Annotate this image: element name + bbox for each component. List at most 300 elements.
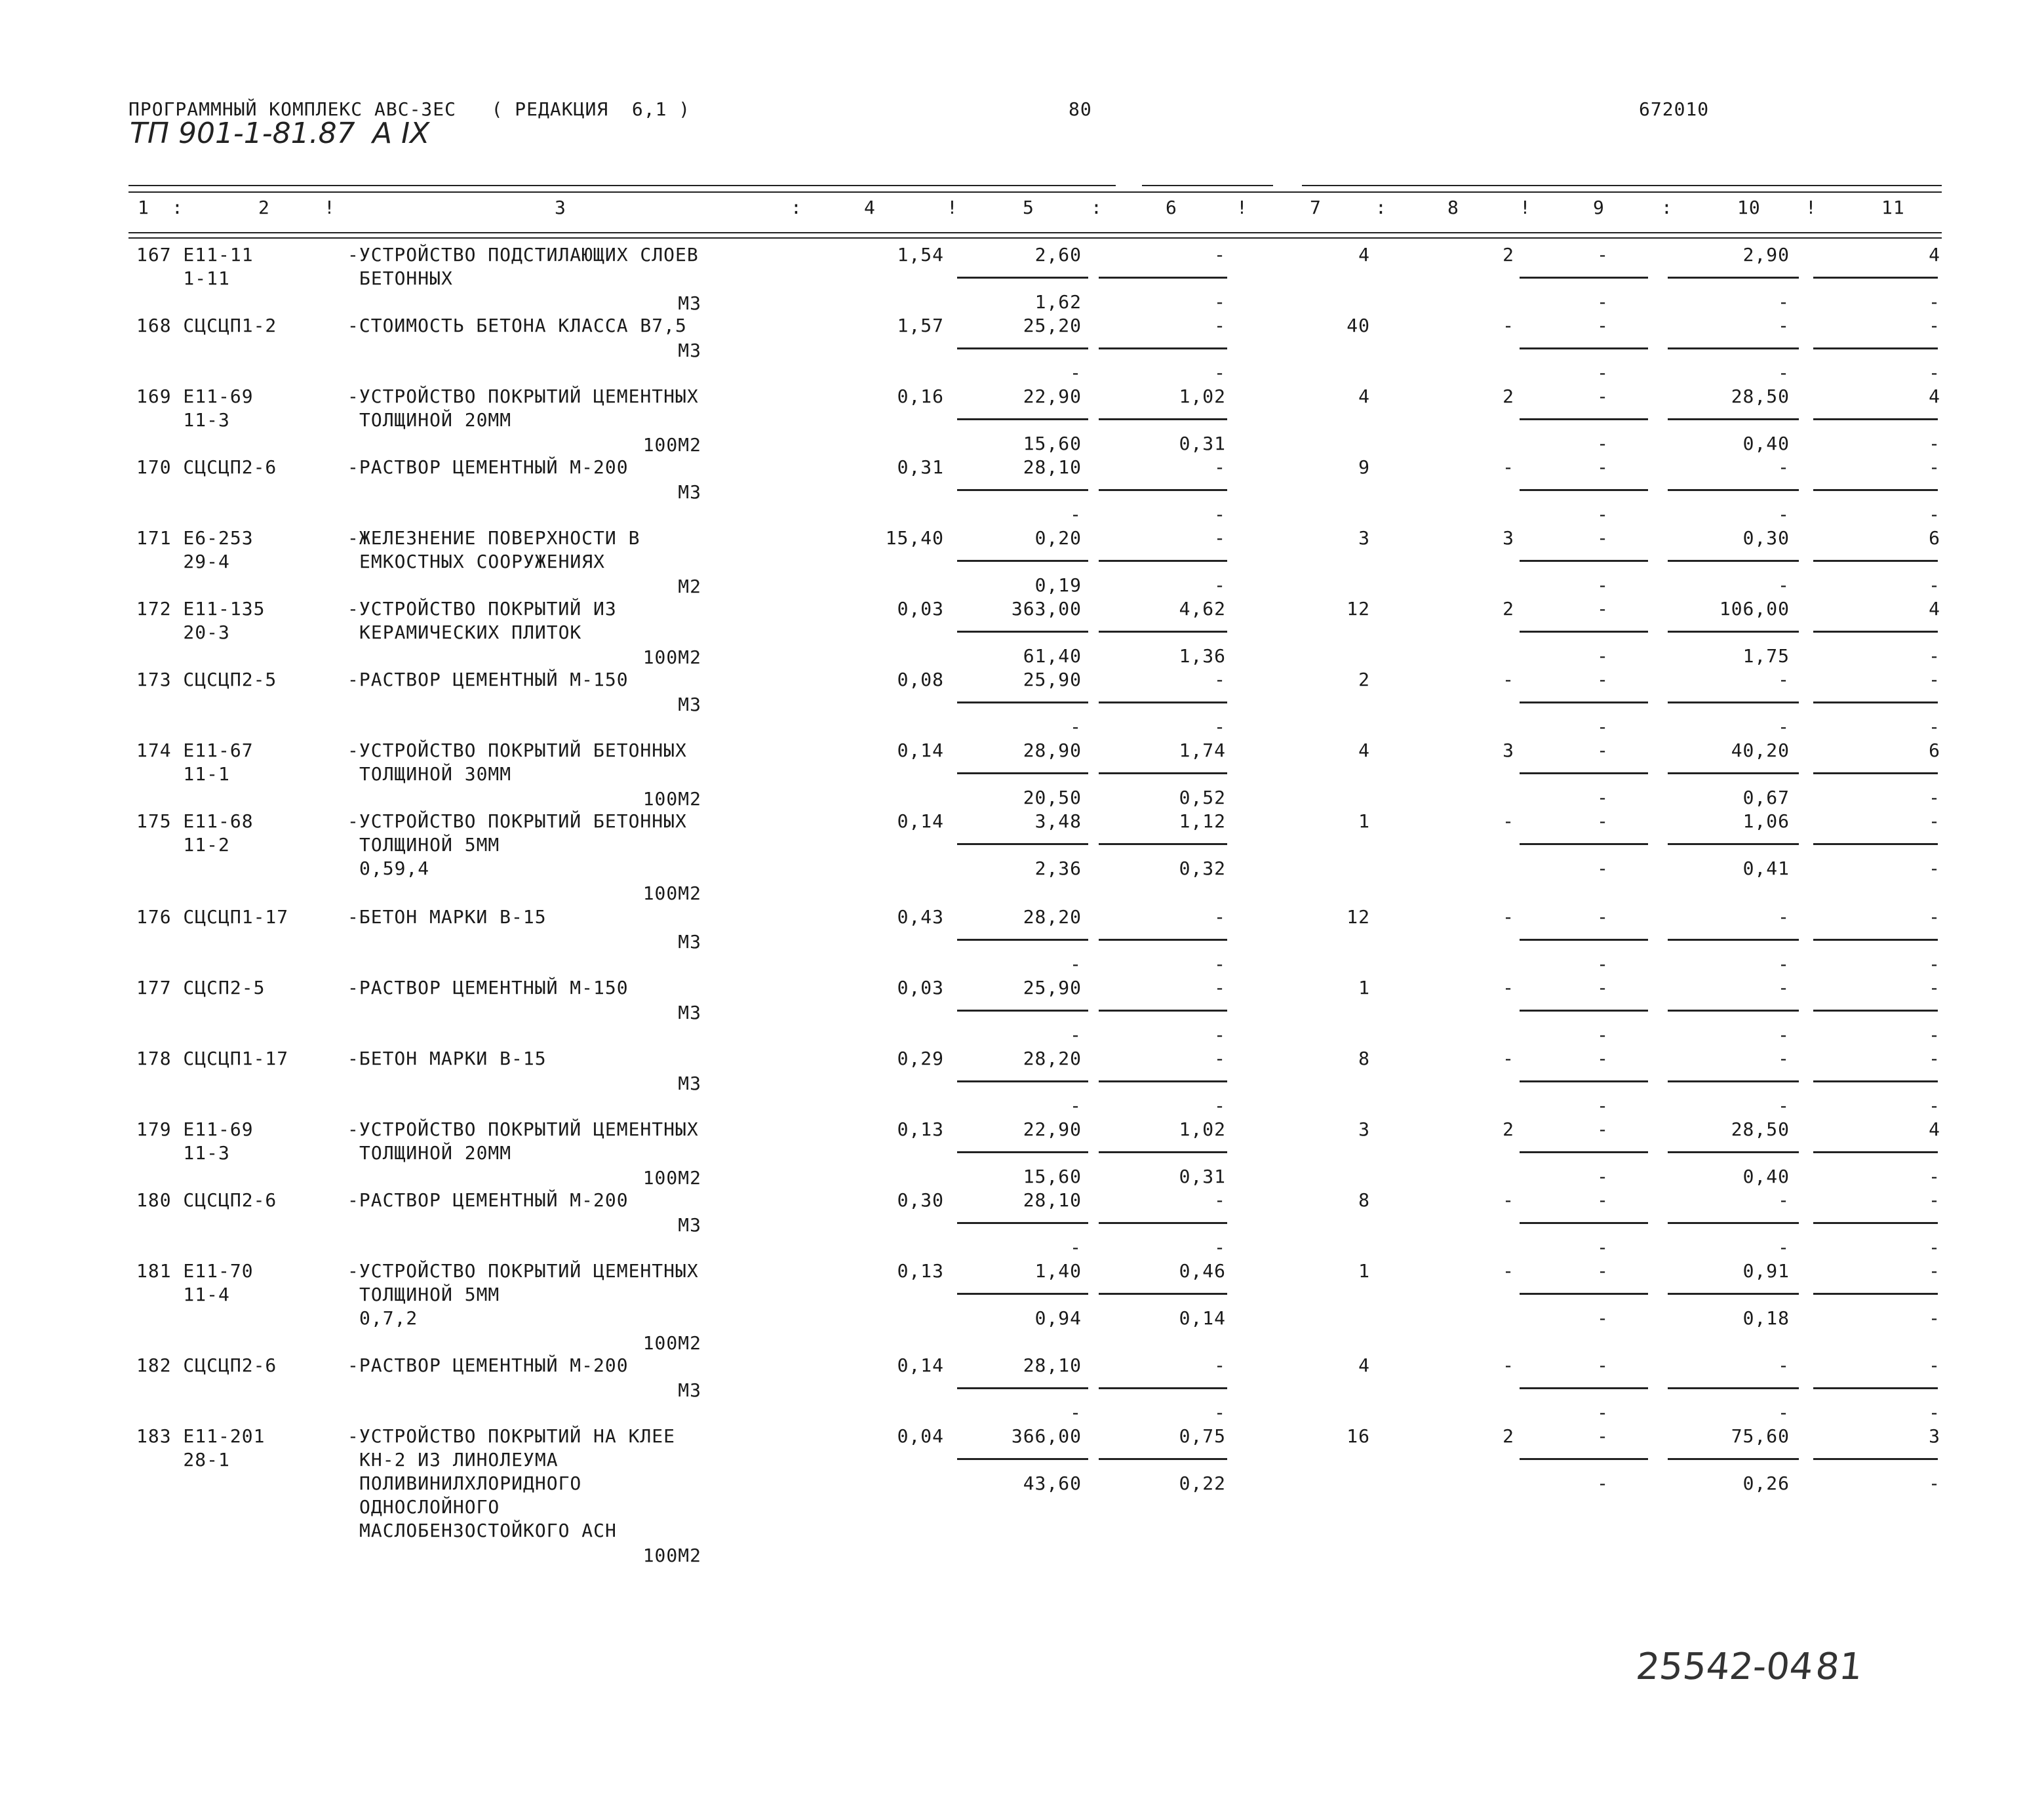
cell-col10: -: [1778, 977, 1790, 998]
cell-col11: -: [1929, 1189, 1940, 1211]
cell-col9: -: [1597, 1189, 1609, 1211]
cell-rule: [1668, 489, 1799, 491]
cell-rule: [957, 772, 1088, 774]
cell-col11-sub: -: [1929, 787, 1940, 808]
cell-col6-sub: -: [1214, 1095, 1226, 1116]
cell-col10: 0,30: [1742, 527, 1790, 549]
cell-col11: -: [1929, 315, 1940, 336]
row-description-line: ТОЛЩИНОЙ 20ММ: [359, 1142, 512, 1164]
cell-col8: -: [1503, 315, 1514, 336]
cell-rule: [957, 939, 1088, 941]
cell-col6-sub: -: [1214, 291, 1226, 313]
cell-col6: -: [1214, 906, 1226, 928]
cell-rule: [1099, 1458, 1227, 1460]
row-unit: 100М2: [642, 434, 701, 456]
cell-rule: [957, 418, 1088, 420]
row-code: 170 СЦСЦП2-6: [136, 456, 277, 478]
cell-col5: 22,90: [1023, 1118, 1082, 1140]
row-code-sub: 29-4: [136, 551, 230, 572]
cell-col6: 1,12: [1179, 810, 1226, 832]
row-description-line: ЕМКОСТНЫХ СООРУЖЕНИЯХ: [359, 551, 606, 572]
cell-rule: [1813, 1458, 1938, 1460]
cell-rule: [1520, 1222, 1648, 1224]
cell-rule: [957, 560, 1088, 562]
cell-col10-sub: 0,41: [1742, 858, 1790, 879]
column-header-7: 7: [1310, 197, 1322, 218]
row-description: -УСТРОЙСТВО ПОКРЫТИЙ ЦЕМЕНТНЫХ: [347, 385, 699, 407]
cell-col7: 4: [1358, 244, 1370, 266]
cell-col8: -: [1503, 810, 1514, 832]
cell-col5-sub: -: [1070, 504, 1082, 525]
cell-col9: -: [1597, 527, 1609, 549]
project-number: ТП 901-1-81.87: [130, 117, 355, 150]
column-separator: !: [1236, 197, 1248, 218]
cell-col5-sub: 15,60: [1023, 1166, 1082, 1187]
cell-col9: -: [1597, 456, 1609, 478]
cell-rule: [1099, 1222, 1227, 1224]
row-description: -РАСТВОР ЦЕМЕНТНЫЙ М-200: [347, 1354, 629, 1376]
header-rule-bottom2: [128, 237, 1942, 239]
cell-rule: [1520, 277, 1648, 279]
row-code: 180 СЦСЦП2-6: [136, 1189, 277, 1211]
row-description-line: ОДНОСЛОЙНОГО: [359, 1496, 500, 1518]
header-rule-top2: [128, 191, 1942, 193]
row-unit: 100М2: [642, 1332, 701, 1354]
cell-col5-sub: 61,40: [1023, 645, 1082, 667]
cell-col9: -: [1597, 315, 1609, 336]
cell-rule: [957, 347, 1088, 349]
cell-col7: 4: [1358, 740, 1370, 761]
row-unit: М3: [678, 1214, 701, 1236]
cell-col5: 363,00: [1011, 598, 1082, 620]
cell-col10: 2,90: [1742, 244, 1790, 266]
cell-col5: 28,20: [1023, 906, 1082, 928]
cell-rule: [1099, 701, 1227, 703]
column-header-2: 2: [258, 197, 270, 218]
cell-col9-sub: -: [1597, 787, 1609, 808]
row-code: 167 Е11-11: [136, 244, 254, 266]
cell-col9-sub: -: [1597, 574, 1609, 596]
row-unit: М3: [678, 481, 701, 503]
cell-rule: [1520, 347, 1648, 349]
cell-rule: [1668, 1010, 1799, 1012]
cell-rule: [1520, 631, 1648, 633]
row-unit: 100М2: [642, 646, 701, 668]
cell-rule: [1813, 1387, 1938, 1389]
row-description: -РАСТВОР ЦЕМЕНТНЫЙ М-150: [347, 669, 629, 690]
cell-col10-sub: 0,67: [1742, 787, 1790, 808]
row-description-line: 0,59,4: [359, 858, 430, 879]
column-header-8: 8: [1447, 197, 1459, 218]
sheet-number: 81: [1813, 1646, 1865, 1688]
cell-col6-sub: 0,52: [1179, 787, 1226, 808]
cell-col6: -: [1214, 669, 1226, 690]
cell-col11-sub: -: [1929, 1236, 1940, 1258]
cell-col10-sub: -: [1778, 362, 1790, 384]
cell-col7: 9: [1358, 456, 1370, 478]
column-separator: !: [947, 197, 958, 218]
column-separator: :: [1091, 197, 1103, 218]
cell-col7: 2: [1358, 669, 1370, 690]
cell-col10-sub: -: [1778, 291, 1790, 313]
cell-rule: [1099, 631, 1227, 633]
cell-col4: 0,03: [897, 977, 944, 998]
cell-rule: [1813, 939, 1938, 941]
cell-col9: -: [1597, 1118, 1609, 1140]
row-description: -УСТРОЙСТВО ПОКРЫТИЙ ИЗ: [347, 598, 617, 620]
cell-col8: -: [1503, 1260, 1514, 1282]
cell-rule: [1099, 772, 1227, 774]
cell-col10-sub: 1,75: [1742, 645, 1790, 667]
cell-col11: 4: [1929, 1118, 1940, 1140]
row-description: -УСТРОЙСТВО ПОКРЫТИЙ БЕТОННЫХ: [347, 740, 687, 761]
row-description: -УСТРОЙСТВО ПОДСТИЛАЮЩИХ СЛОЕВ: [347, 244, 699, 266]
cell-col8: 2: [1503, 1118, 1514, 1140]
row-description-line: БЕТОННЫХ: [359, 267, 453, 289]
cell-col5: 366,00: [1011, 1425, 1082, 1447]
row-description-line: КЕРАМИЧЕСКИХ ПЛИТОК: [359, 622, 582, 643]
cell-col10-sub: -: [1778, 716, 1790, 738]
cell-col11-sub: -: [1929, 858, 1940, 879]
cell-col9-sub: -: [1597, 858, 1609, 879]
cell-col5: 28,10: [1023, 1189, 1082, 1211]
cell-col8: -: [1503, 1354, 1514, 1376]
row-description-line: ПОЛИВИНИЛХЛОРИДНОГО: [359, 1472, 582, 1494]
cell-col4: 0,14: [897, 810, 944, 832]
cell-col5: 28,20: [1023, 1048, 1082, 1069]
row-description-line: МАСЛОБЕНЗОСТОЙКОГО АСН: [359, 1520, 617, 1541]
cell-rule: [957, 1080, 1088, 1082]
program-header: ПРОГРАММНЫЙ КОМПЛЕКС АВС-ЗЕС ( РЕДАКЦИЯ 6,1 ): [128, 98, 691, 120]
cell-rule: [1813, 560, 1938, 562]
cell-col9-sub: -: [1597, 716, 1609, 738]
row-description-line: ТОЛЩИНОЙ 5ММ: [359, 1284, 500, 1305]
cell-rule: [1520, 418, 1648, 420]
cell-rule: [1099, 418, 1227, 420]
row-description: -РАСТВОР ЦЕМЕНТНЫЙ М-200: [347, 456, 629, 478]
cell-rule: [1813, 1222, 1938, 1224]
cell-col9: -: [1597, 385, 1609, 407]
cell-col10: 75,60: [1731, 1425, 1790, 1447]
cell-col5: 2,60: [1034, 244, 1082, 266]
header-rule-top: [1302, 185, 1942, 186]
cell-col6-sub: -: [1214, 1402, 1226, 1423]
column-separator: :: [791, 197, 802, 218]
row-code: 168 СЦСЦП1-2: [136, 315, 277, 336]
cell-rule: [957, 277, 1088, 279]
row-code: 178 СЦСЦП1-17: [136, 1048, 289, 1069]
column-separator: :: [1661, 197, 1673, 218]
row-description-line: ТОЛЩИНОЙ 5ММ: [359, 834, 500, 856]
cell-col8: 2: [1503, 598, 1514, 620]
cell-rule: [1813, 277, 1938, 279]
row-description: -УСТРОЙСТВО ПОКРЫТИЙ НА КЛЕЕ: [347, 1425, 676, 1447]
header-rule-top: [128, 185, 1116, 186]
cell-rule: [1099, 1010, 1227, 1012]
cell-col5-sub: 0,19: [1034, 574, 1082, 596]
row-unit: М2: [678, 576, 701, 597]
column-header-3: 3: [555, 197, 566, 218]
cell-rule: [1813, 1010, 1938, 1012]
cell-rule: [1099, 277, 1227, 279]
cell-rule: [957, 489, 1088, 491]
cell-col5: 0,20: [1034, 527, 1082, 549]
cell-col5: 22,90: [1023, 385, 1082, 407]
row-code: 174 Е11-67: [136, 740, 254, 761]
cell-col6-sub: -: [1214, 362, 1226, 384]
cell-col6: 0,75: [1179, 1425, 1226, 1447]
cell-rule: [1668, 701, 1799, 703]
cell-col11: -: [1929, 1260, 1940, 1282]
cell-rule: [1520, 772, 1648, 774]
column-header-9: 9: [1593, 197, 1605, 218]
cell-rule: [1668, 1080, 1799, 1082]
cell-col10: -: [1778, 315, 1790, 336]
cell-col11-sub: -: [1929, 1402, 1940, 1423]
cell-rule: [1813, 631, 1938, 633]
cell-rule: [1813, 843, 1938, 845]
cell-col10: 1,06: [1742, 810, 1790, 832]
cell-col9-sub: -: [1597, 1472, 1609, 1494]
cell-col6-sub: 0,22: [1179, 1472, 1226, 1494]
cell-col11: 4: [1929, 244, 1940, 266]
cell-col6-sub: -: [1214, 504, 1226, 525]
cell-col5-sub: -: [1070, 1024, 1082, 1046]
cell-col6: -: [1214, 456, 1226, 478]
cell-col10: -: [1778, 906, 1790, 928]
cell-col9-sub: -: [1597, 645, 1609, 667]
cell-col11-sub: -: [1929, 1095, 1940, 1116]
cell-col6: -: [1214, 1189, 1226, 1211]
cell-col10: 0,91: [1742, 1260, 1790, 1282]
row-code: 171 Е6-253: [136, 527, 254, 549]
row-unit: М3: [678, 340, 701, 361]
cell-col6: -: [1214, 977, 1226, 998]
cell-col8: -: [1503, 456, 1514, 478]
cell-col8: -: [1503, 1048, 1514, 1069]
cell-col6: 1,02: [1179, 1118, 1226, 1140]
cell-col5-sub: -: [1070, 716, 1082, 738]
cell-col7: 3: [1358, 527, 1370, 549]
cell-col10: -: [1778, 1354, 1790, 1376]
cell-col10-sub: -: [1778, 1236, 1790, 1258]
cell-col5-sub: 2,36: [1034, 858, 1082, 879]
cell-rule: [957, 1293, 1088, 1295]
album-number: А IX: [372, 117, 430, 150]
cell-rule: [1668, 843, 1799, 845]
cell-col5-sub: 15,60: [1023, 433, 1082, 454]
cell-rule: [1668, 1458, 1799, 1460]
cell-col4: 0,04: [897, 1425, 944, 1447]
cell-col10-sub: -: [1778, 1402, 1790, 1423]
cell-rule: [1099, 1080, 1227, 1082]
row-description-line: ТОЛЩИНОЙ 30ММ: [359, 763, 512, 785]
cell-col11: -: [1929, 456, 1940, 478]
cell-col5: 28,10: [1023, 1354, 1082, 1376]
cell-rule: [1520, 939, 1648, 941]
cell-col11-sub: -: [1929, 1307, 1940, 1329]
cell-col11: -: [1929, 1354, 1940, 1376]
row-description: -ЖЕЛЕЗНЕНИЕ ПОВЕРХНОСТИ В: [347, 527, 640, 549]
cell-col8: 3: [1503, 740, 1514, 761]
cell-col11-sub: -: [1929, 716, 1940, 738]
cell-rule: [1668, 277, 1799, 279]
cell-rule: [1099, 347, 1227, 349]
cell-col4: 0,14: [897, 1354, 944, 1376]
row-description: -БЕТОН МАРКИ В-15: [347, 906, 547, 928]
cell-col6: -: [1214, 527, 1226, 549]
column-separator: :: [1375, 197, 1387, 218]
cell-rule: [1520, 1080, 1648, 1082]
column-separator: !: [1520, 197, 1531, 218]
row-unit: 100М2: [642, 788, 701, 810]
cell-col10-sub: -: [1778, 504, 1790, 525]
cell-col10: 106,00: [1719, 598, 1790, 620]
cell-col9: -: [1597, 810, 1609, 832]
cell-col10-sub: 0,40: [1742, 1166, 1790, 1187]
cell-col7: 4: [1358, 1354, 1370, 1376]
cell-rule: [1668, 347, 1799, 349]
row-code: 176 СЦСЦП1-17: [136, 906, 289, 928]
cell-rule: [1668, 1387, 1799, 1389]
cell-col7: 1: [1358, 977, 1370, 998]
cell-col7: 1: [1358, 1260, 1370, 1282]
row-unit: М3: [678, 1379, 701, 1401]
row-code-sub: 28-1: [136, 1449, 230, 1471]
cell-rule: [957, 1151, 1088, 1153]
row-unit: М3: [678, 1073, 701, 1094]
cell-col9: -: [1597, 1425, 1609, 1447]
cell-rule: [1668, 1293, 1799, 1295]
cell-col6: 0,46: [1179, 1260, 1226, 1282]
cell-col5-sub: 0,94: [1034, 1307, 1082, 1329]
cell-col9: -: [1597, 669, 1609, 690]
cell-rule: [1520, 489, 1648, 491]
cell-col9: -: [1597, 598, 1609, 620]
row-code: 173 СЦСЦП2-5: [136, 669, 277, 690]
cell-col5-sub: -: [1070, 953, 1082, 975]
cell-rule: [1099, 939, 1227, 941]
cell-rule: [1668, 939, 1799, 941]
row-description: -РАСТВОР ЦЕМЕНТНЫЙ М-150: [347, 977, 629, 998]
cell-rule: [1668, 772, 1799, 774]
cell-col5: 25,90: [1023, 977, 1082, 998]
cell-rule: [1813, 1293, 1938, 1295]
cell-col11: 4: [1929, 598, 1940, 620]
column-separator: !: [1805, 197, 1817, 218]
row-description-line: 0,7,2: [359, 1307, 418, 1329]
cell-col5-sub: -: [1070, 1095, 1082, 1116]
column-header-6: 6: [1166, 197, 1177, 218]
cell-col11-sub: -: [1929, 1166, 1940, 1187]
cell-col5-sub: 20,50: [1023, 787, 1082, 808]
cell-col10-sub: 0,26: [1742, 1472, 1790, 1494]
cell-col9-sub: -: [1597, 362, 1609, 384]
cell-col7: 3: [1358, 1118, 1370, 1140]
cell-col9: -: [1597, 740, 1609, 761]
cell-rule: [1668, 631, 1799, 633]
cell-col7: 12: [1346, 598, 1370, 620]
row-code-sub: 1-11: [136, 267, 230, 289]
row-code-sub: 20-3: [136, 622, 230, 643]
row-code: 183 Е11-201: [136, 1425, 265, 1447]
cell-col10: -: [1778, 1189, 1790, 1211]
cell-col8: -: [1503, 906, 1514, 928]
cell-col6: 1,02: [1179, 385, 1226, 407]
cell-col5-sub: -: [1070, 362, 1082, 384]
cell-col4: 1,54: [897, 244, 944, 266]
cell-col10-sub: -: [1778, 574, 1790, 596]
cell-col11: -: [1929, 669, 1940, 690]
cell-col11-sub: -: [1929, 291, 1940, 313]
cell-col11: -: [1929, 906, 1940, 928]
cell-col6-sub: -: [1214, 953, 1226, 975]
cell-col8: -: [1503, 977, 1514, 998]
row-unit: М3: [678, 931, 701, 953]
cell-col5: 25,90: [1023, 669, 1082, 690]
cell-col10: -: [1778, 669, 1790, 690]
cell-col5: 25,20: [1023, 315, 1082, 336]
row-unit: 100М2: [642, 1167, 701, 1189]
cell-col11-sub: -: [1929, 953, 1940, 975]
header-rule-bottom: [128, 232, 1942, 233]
cell-col4: 0,16: [897, 385, 944, 407]
cell-rule: [1813, 772, 1938, 774]
cell-col9-sub: -: [1597, 504, 1609, 525]
cell-rule: [1520, 1151, 1648, 1153]
cell-rule: [1668, 1222, 1799, 1224]
row-code-sub: 11-3: [136, 1142, 230, 1164]
cell-col5: 3,48: [1034, 810, 1082, 832]
cell-col7: 1: [1358, 810, 1370, 832]
cell-rule: [1520, 1387, 1648, 1389]
cell-col4: 0,31: [897, 456, 944, 478]
row-description: -БЕТОН МАРКИ В-15: [347, 1048, 547, 1069]
cell-rule: [1668, 560, 1799, 562]
cell-col8: 2: [1503, 385, 1514, 407]
cell-rule: [957, 843, 1088, 845]
cell-rule: [1668, 418, 1799, 420]
cell-col4: 1,57: [897, 315, 944, 336]
cell-col9-sub: -: [1597, 1024, 1609, 1046]
cell-col9: -: [1597, 977, 1609, 998]
row-code: 175 Е11-68: [136, 810, 254, 832]
cell-col4: 0,30: [897, 1189, 944, 1211]
cell-col5-sub: -: [1070, 1402, 1082, 1423]
cell-col8: 2: [1503, 1425, 1514, 1447]
cell-col7: 40: [1346, 315, 1370, 336]
stamp-number: 25542-04: [1634, 1646, 1816, 1688]
cell-col4: 0,14: [897, 740, 944, 761]
cell-col6: -: [1214, 244, 1226, 266]
cell-col9-sub: -: [1597, 1402, 1609, 1423]
row-unit: 100М2: [642, 1545, 701, 1566]
cell-rule: [1520, 1458, 1648, 1460]
cell-rule: [1520, 701, 1648, 703]
cell-rule: [1520, 1293, 1648, 1295]
cell-col9: -: [1597, 1260, 1609, 1282]
row-unit: М3: [678, 694, 701, 715]
cell-col5: 28,90: [1023, 740, 1082, 761]
cell-rule: [957, 1222, 1088, 1224]
cell-col4: 0,08: [897, 669, 944, 690]
cell-rule: [1668, 1151, 1799, 1153]
cell-col9: -: [1597, 906, 1609, 928]
cell-col4: 0,13: [897, 1260, 944, 1282]
cell-col11: 6: [1929, 527, 1940, 549]
cell-col10-sub: 0,40: [1742, 433, 1790, 454]
cell-col4: 0,43: [897, 906, 944, 928]
